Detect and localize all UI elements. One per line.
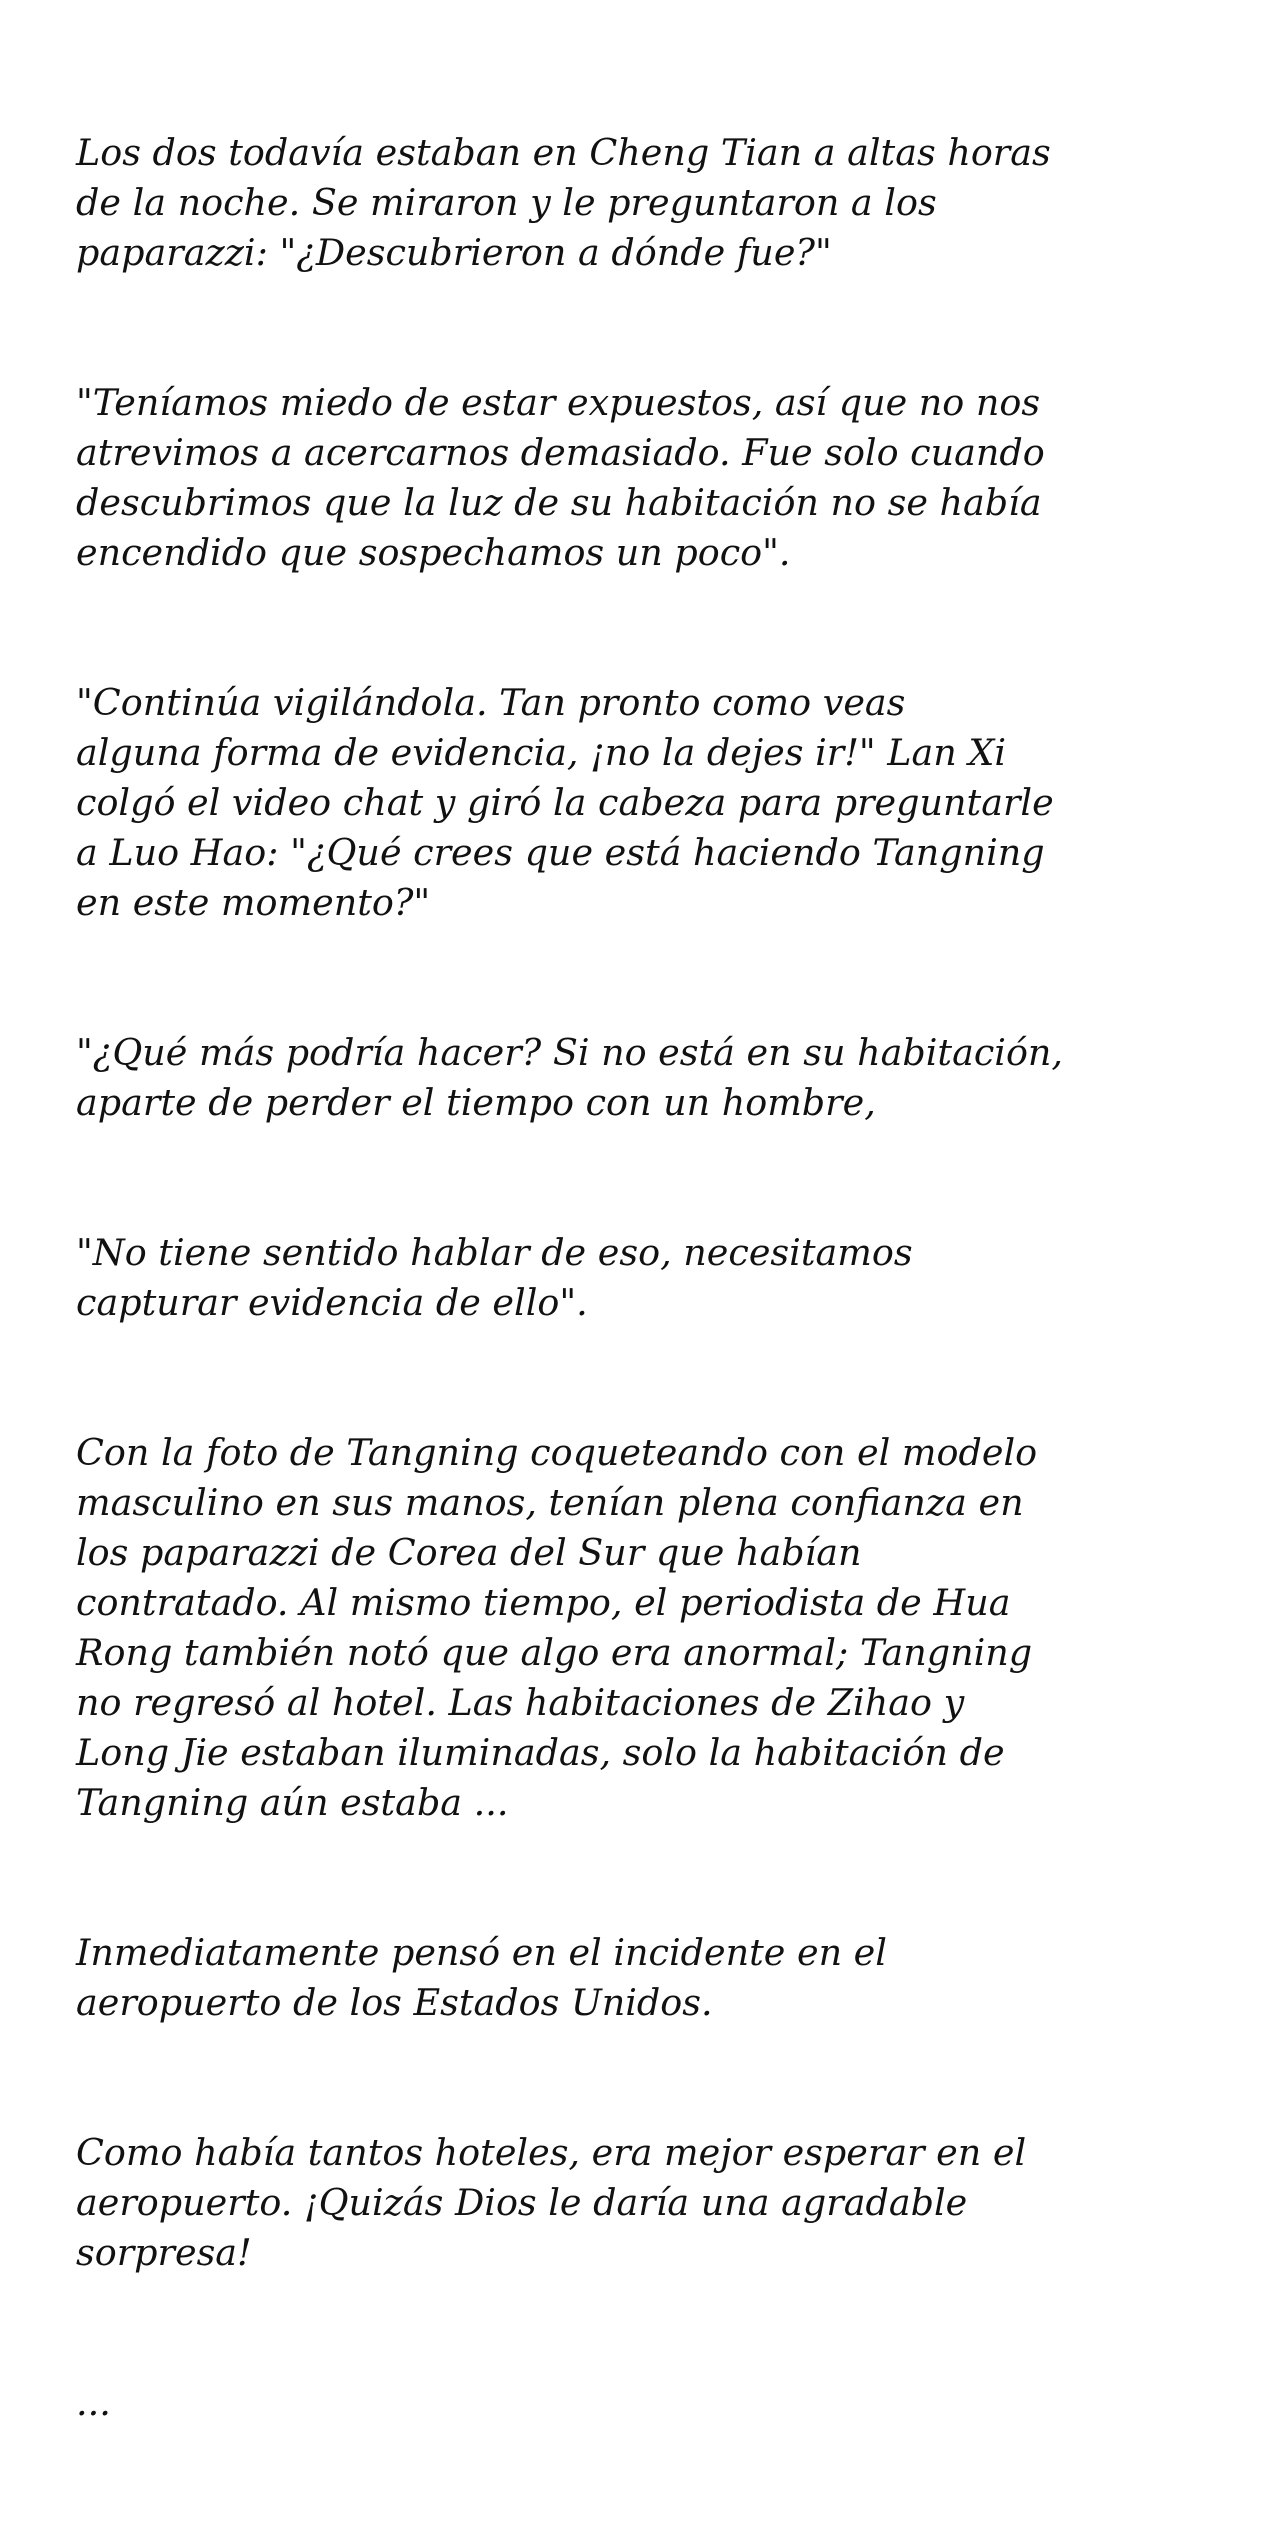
- paragraph-4: "¿Qué más podría hacer? Si no está en su habitación, aparte de perder el tiempo con un hombre,: [76, 1031, 1064, 1124]
- paragraph-2: "Teníamos miedo de estar expuestos, así que no nos atrevimos a acercarnos demasiado. Fue solo cuando descubrimos que la luz de su habitación no se había encendido que sospechamos un poco".: [76, 381, 1045, 574]
- body-text: [76, 78, 1215, 2528]
- paragraph-5: "No tiene sentido hablar de eso, necesitamos capturar evidencia de ello".: [76, 1231, 913, 1324]
- paragraph-7: Inmediatamente pensó en el incidente en el aeropuerto de los Estados Unidos.: [76, 1931, 887, 2024]
- paragraph-6: Con la foto de Tangning coqueteando con el modelo masculino en sus manos, tenían plena confianza en los paparazzi de Corea del Sur que habían contratado. Al mismo tiempo, el periodista de Hua Rong también notó que algo era anormal; Tangning no regresó al hotel. Las habitaciones de Zihao y Long Jie estaban iluminadas, solo la habitación de Tangning aún estaba ...: [76, 1431, 1038, 1824]
- paragraph-8: Como había tantos hoteles, era mejor esperar en el aeropuerto. ¡Quizás Dios le daría una agradable sorpresa!: [76, 2131, 1027, 2274]
- paragraph-ellipsis: ...: [76, 2381, 111, 2424]
- paragraph-1: Los dos todavía estaban en Cheng Tian a altas horas de la noche. Se miraron y le preguntaron a los paparazzi: "¿Descubrieron a dónde fue?": [76, 131, 1051, 274]
- paragraph-3: "Continúa vigilándola. Tan pronto como veas alguna forma de evidencia, ¡no la dejes ir!" Lan Xi colgó el video chat y giró la cabeza para preguntarle a Luo Hao: "¿Qué crees que está haciendo Tangning en este momento?": [76, 681, 1054, 924]
